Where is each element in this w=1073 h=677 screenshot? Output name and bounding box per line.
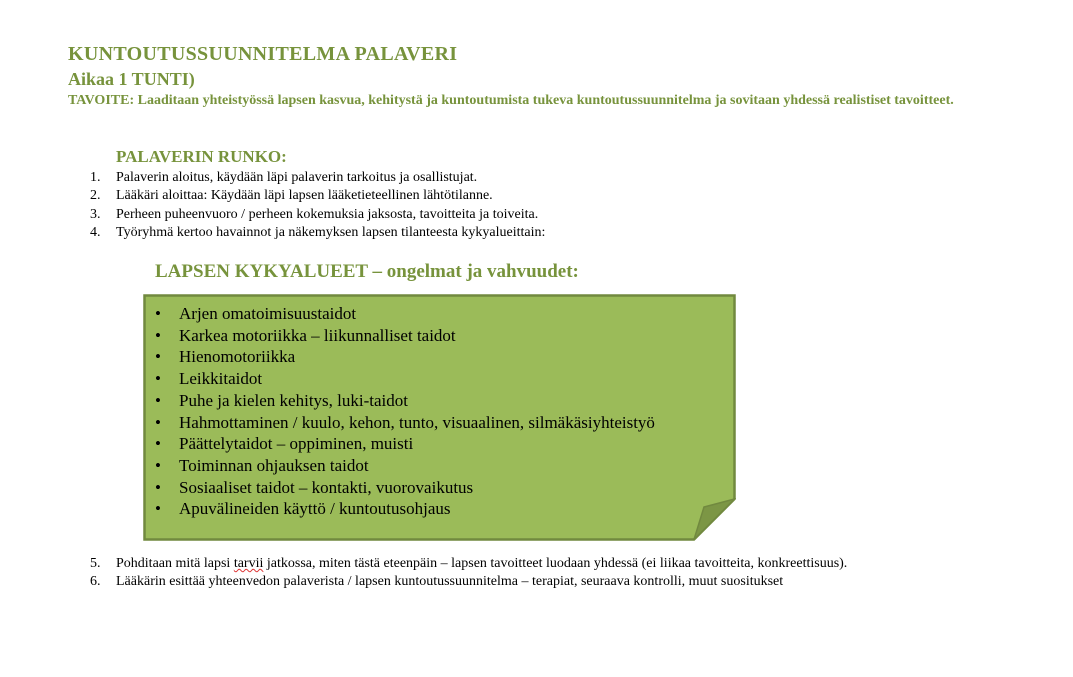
spellcheck-flagged-word: tarvii (233, 556, 264, 571)
ability-item-text: Sosiaaliset taidot – kontakti, vuorovaikutus (179, 477, 474, 497)
agenda-item-text-part: Pohditaan mitä lapsi (116, 556, 234, 571)
agenda-item (68, 169, 545, 187)
agenda-item (68, 206, 545, 224)
agenda-item-number: 4. (90, 225, 101, 241)
abilities-heading: LAPSEN KYKYALUEET – ongelmat ja vahvuudet: (155, 261, 579, 282)
ability-item-text: Apuvälineiden käyttö / kuntoutusohjaus (179, 499, 451, 519)
ability-item-text: Arjen omatoimisuustaidot (179, 304, 357, 323)
agenda-item-text (116, 556, 847, 571)
ability-item-text: Hienomotoriikka (179, 347, 296, 367)
ability-item-text: Puhe ja kielen kehitys, luki-taidot (179, 390, 408, 410)
agenda-heading: PALAVERIN RUNKO: (116, 147, 287, 166)
agenda-item-text: Lääkärin esittää yhteenvedon palaverista / lapsen kuntoutussuunnitelma – terapiat, seuraava kontrolli, muut suositukset (116, 574, 784, 590)
ability-item (143, 433, 655, 455)
agenda-item-text: Perheen puheenvuoro / perheen kokemuksia jaksosta, tavoitteita ja toiveita. (116, 206, 539, 222)
ability-item (143, 477, 655, 499)
ability-item (143, 346, 655, 368)
agenda-item-number: 6. (90, 574, 101, 590)
bullet-icon: • (155, 347, 161, 367)
bullet-icon: • (155, 304, 161, 323)
bullet-icon: • (155, 455, 161, 475)
bullet-icon: • (155, 412, 161, 432)
bullet-icon: • (155, 499, 161, 519)
agenda-item (68, 573, 847, 591)
agenda-item-text: Työryhmä kertoo havainnot ja näkemyksen lapsen tilanteesta kykyalueittain: (116, 225, 546, 241)
bullet-icon: • (155, 434, 161, 454)
agenda-item (68, 555, 847, 573)
abilities-list (143, 303, 655, 520)
agenda-item-number: 2. (90, 188, 101, 204)
ability-item (143, 455, 655, 477)
agenda-list (68, 169, 545, 243)
ability-item (143, 303, 655, 325)
agenda-item (68, 224, 545, 242)
agenda-item-text-part: jatkossa, miten tästä eteenpäin – lapsen tavoitteet luodaan yhdessä (ei liikaa tavoitteita, konkreettisuus). (263, 556, 848, 571)
ability-item (143, 368, 655, 390)
ability-item (143, 390, 655, 412)
ability-item-text: Leikkitaidot (179, 369, 263, 389)
agenda-item (68, 187, 545, 205)
ability-item-text: Karkea motoriikka – liikunnalliset taidot (179, 325, 456, 345)
goal-paragraph: TAVOITE: Laaditaan yhteistyössä lapsen kasvua, kehitystä ja kuntoutumista tukeva kuntoutussuunnitelma ja sovitaan yhdessä realistiset tavoitteet. (68, 93, 954, 108)
bullet-icon: • (155, 325, 161, 345)
ability-item (143, 498, 655, 520)
duration-subtitle: Aikaa 1 TUNTI) (68, 69, 195, 89)
agenda-item-text: Palaverin aloitus, käydään läpi palaverin tarkoitus ja osallistujat. (116, 170, 478, 185)
ability-item-text: Toiminnan ohjauksen taidot (179, 455, 369, 475)
bullet-icon: • (155, 369, 161, 389)
agenda-item-number: 1. (90, 170, 101, 185)
ability-item-text: Hahmottaminen / kuulo, kehon, tunto, visuaalinen, silmäkäsiyhteistyö (179, 412, 655, 432)
agenda-list-continued (68, 555, 847, 592)
ability-item (143, 325, 655, 347)
agenda-item-text: Lääkäri aloittaa: Käydään läpi lapsen lääketieteellinen lähtötilanne. (116, 188, 493, 204)
bullet-icon: • (155, 390, 161, 410)
document-title: KUNTOUTUSSUUNNITELMA PALAVERI (68, 43, 458, 65)
abilities-note-box (143, 294, 736, 541)
bullet-icon: • (155, 477, 161, 497)
ability-item-text: Päättelytaidot – oppiminen, muisti (179, 434, 414, 454)
ability-item (143, 412, 655, 434)
agenda-item-number: 3. (90, 206, 101, 222)
agenda-item-number: 5. (90, 556, 101, 571)
